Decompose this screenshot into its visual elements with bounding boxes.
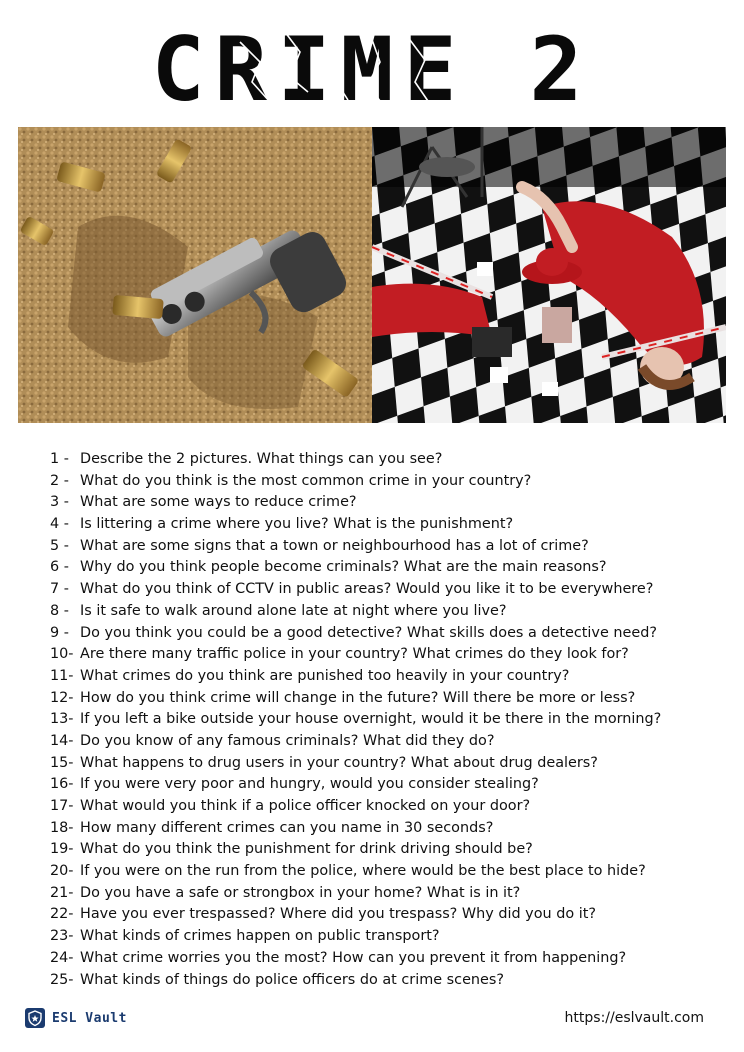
question-text: What would you think if a police officer knocked on your door? [80, 798, 531, 814]
photo-strip [18, 127, 727, 423]
question-number: 25- [50, 971, 74, 988]
question-number: 23- [50, 928, 74, 945]
question-item [50, 774, 720, 796]
question-number: 10- [50, 646, 74, 663]
question-number: 2 - [50, 472, 69, 489]
question-item [50, 688, 720, 710]
question-text: Is littering a crime where you live? What is the punishment? [80, 516, 514, 533]
question-item [50, 753, 720, 775]
revolver-on-sand-image [18, 127, 372, 423]
question-text: What do you think is the most common crime in your country? [80, 472, 532, 489]
question-text: If you left a bike outside your house overnight, would it be there in the morning? [80, 711, 662, 728]
question-number: 13- [50, 711, 74, 728]
question-number: 24- [50, 949, 74, 966]
question-text: What do you think of CCTV in public areas? Would you like it to be everywhere? [80, 581, 654, 598]
question-text: What crime worries you the most? How can you prevent it from happening? [80, 949, 627, 966]
question-text: What crimes do you think are punished too heavily in your country? [80, 667, 570, 684]
question-item [50, 623, 720, 645]
question-text: Do you think you could be a good detective? What skills does a detective need? [80, 624, 657, 641]
question-text: Why do you think people become criminals? What are the main reasons? [80, 559, 607, 576]
question-text: Have you ever trespassed? Where did you trespass? Why did you do it? [80, 906, 596, 923]
question-text: If you were on the run from the police, where would be the best place to hide? [80, 863, 646, 880]
question-number: 5 - [50, 537, 69, 554]
question-item [50, 926, 720, 948]
question-text: What kinds of crimes happen on public transport? [80, 928, 440, 945]
question-item [50, 666, 720, 688]
question-item [50, 839, 720, 861]
vault-shield-icon [24, 1007, 46, 1029]
question-item [50, 970, 720, 992]
question-number: 22- [50, 906, 74, 923]
question-number: 7 - [50, 581, 69, 598]
question-text: How many different crimes can you name in 30 seconds? [80, 819, 494, 836]
question-item [50, 861, 720, 883]
question-text: What happens to drug users in your country? What about drug dealers? [80, 754, 598, 771]
question-number: 21- [50, 884, 74, 901]
question-number: 4 - [50, 516, 69, 533]
question-number: 9 - [50, 624, 69, 641]
question-text: What kinds of things do police officers do at crime scenes? [80, 971, 505, 988]
question-item [50, 948, 720, 970]
question-number: 12- [50, 689, 74, 706]
question-number: 19- [50, 841, 74, 858]
question-number: 16- [50, 776, 74, 793]
question-item [50, 557, 720, 579]
page-title [0, 20, 744, 120]
question-item [50, 904, 720, 926]
question-item [50, 709, 720, 731]
question-item [50, 471, 720, 493]
question-number: 8 - [50, 602, 69, 619]
question-text: Are there many traffic police in your country? What crimes do they look for? [80, 646, 629, 663]
question-item [50, 644, 720, 666]
question-text: Describe the 2 pictures. What things can you see? [80, 451, 443, 467]
website-url-link[interactable]: https://eslvault.com [564, 1010, 704, 1026]
question-text: Do you have a safe or strongbox in your home? What is in it? [80, 884, 521, 901]
question-number: 11- [50, 667, 74, 684]
crime-scene-woman-checkered-floor-image [372, 127, 726, 423]
question-text: How do you think crime will change in the future? Will there be more or less? [80, 689, 636, 706]
question-item [50, 449, 720, 471]
question-text: What do you think the punishment for drink driving should be? [80, 841, 533, 858]
question-text: Do you know of any famous criminals? What did they do? [80, 732, 495, 749]
question-list [50, 449, 720, 991]
question-number: 1 - [50, 451, 69, 467]
question-item [50, 536, 720, 558]
question-number: 3 - [50, 494, 69, 511]
title-text: CRIME 2 [151, 18, 593, 121]
question-item [50, 492, 720, 514]
question-number: 14- [50, 732, 74, 749]
question-number: 6 - [50, 559, 69, 576]
question-item [50, 883, 720, 905]
question-item [50, 601, 720, 623]
logo-text: ESL Vault [52, 1010, 127, 1026]
esl-vault-logo[interactable] [24, 1006, 127, 1030]
question-number: 17- [50, 798, 74, 814]
question-item [50, 796, 720, 818]
question-item [50, 818, 720, 840]
question-text: Is it safe to walk around alone late at night where you live? [80, 602, 507, 619]
question-item [50, 514, 720, 536]
question-number: 15- [50, 754, 74, 771]
question-item [50, 579, 720, 601]
question-text: If you were very poor and hungry, would you consider stealing? [80, 776, 539, 793]
question-number: 18- [50, 819, 74, 836]
question-text: What are some ways to reduce crime? [80, 494, 357, 511]
question-text: What are some signs that a town or neighbourhood has a lot of crime? [80, 537, 589, 554]
question-item [50, 731, 720, 753]
question-number: 20- [50, 863, 74, 880]
